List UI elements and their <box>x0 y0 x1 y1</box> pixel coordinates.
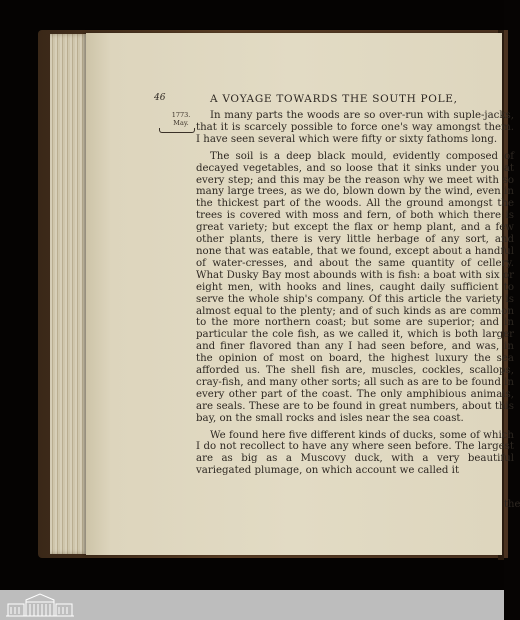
book-page <box>86 33 520 555</box>
margin-note-year: 1773. <box>171 111 191 119</box>
paragraph: In many parts the woods are so over-run with suple-jacks, that it is scarcely possible to force one's way amongst them. I have seen several which were fifty or sixty fathoms long. <box>196 110 514 145</box>
page-number: 46 <box>154 93 166 103</box>
catchword: the <box>504 499 520 510</box>
running-head: A VOYAGE TOWARDS THE SOUTH POLE, <box>210 93 458 105</box>
paragraph: We found here five different kinds of ducks, some of which I do not recollect to have any where seen before. The largest are as big as a Muscovy duck, with a very beautiful variegated plumage, on which account we called it <box>196 429 514 477</box>
paragraph: The soil is a deep black mould, evidently composed of decayed vegetables, and so loose that it sinks under you at every step; and this may be the reason why we meet with so many large trees, as we do, blown down by the wind, even in the thickest part of the woods. All the ground amongst the trees is covered with moss and fern, of both which there is great variety; but except the flax or hemp plant, and a few other plants, there is very little herbage of any sort, and none that was eatable, that we found, except about a handful of water-cresses, and about the same quantity of cellery. What Dusky Bay most abounds with is fish: a boat with six or eight men, with hooks and lines, caught daily sufficient to serve the whole ship's company. Of this article the variety is almost equal to the plenty; and of such kinds as are common to the more northern coast; but some are superior; and in particular the cole fish, as we called it, which is both larger and finer flavored than any I had seen before, and was, in the opinion of most on board, the highest luxury the sea afforded us. The shell fish are, muscles, cockles, scallops, cray-fish, and many other sorts; all such as are to be found in every other part of the coast. The only amphibious animals, are seals. These are to be found in great numbers, about this bay, on the small rocks and isles near the sea coast. <box>196 150 514 424</box>
library-building-logo <box>4 592 76 618</box>
body-text <box>196 110 514 477</box>
page-header <box>86 93 502 107</box>
page-edges <box>50 34 90 554</box>
margin-brace <box>159 128 195 133</box>
margin-note <box>161 111 201 127</box>
margin-note-month: May. <box>173 119 189 127</box>
